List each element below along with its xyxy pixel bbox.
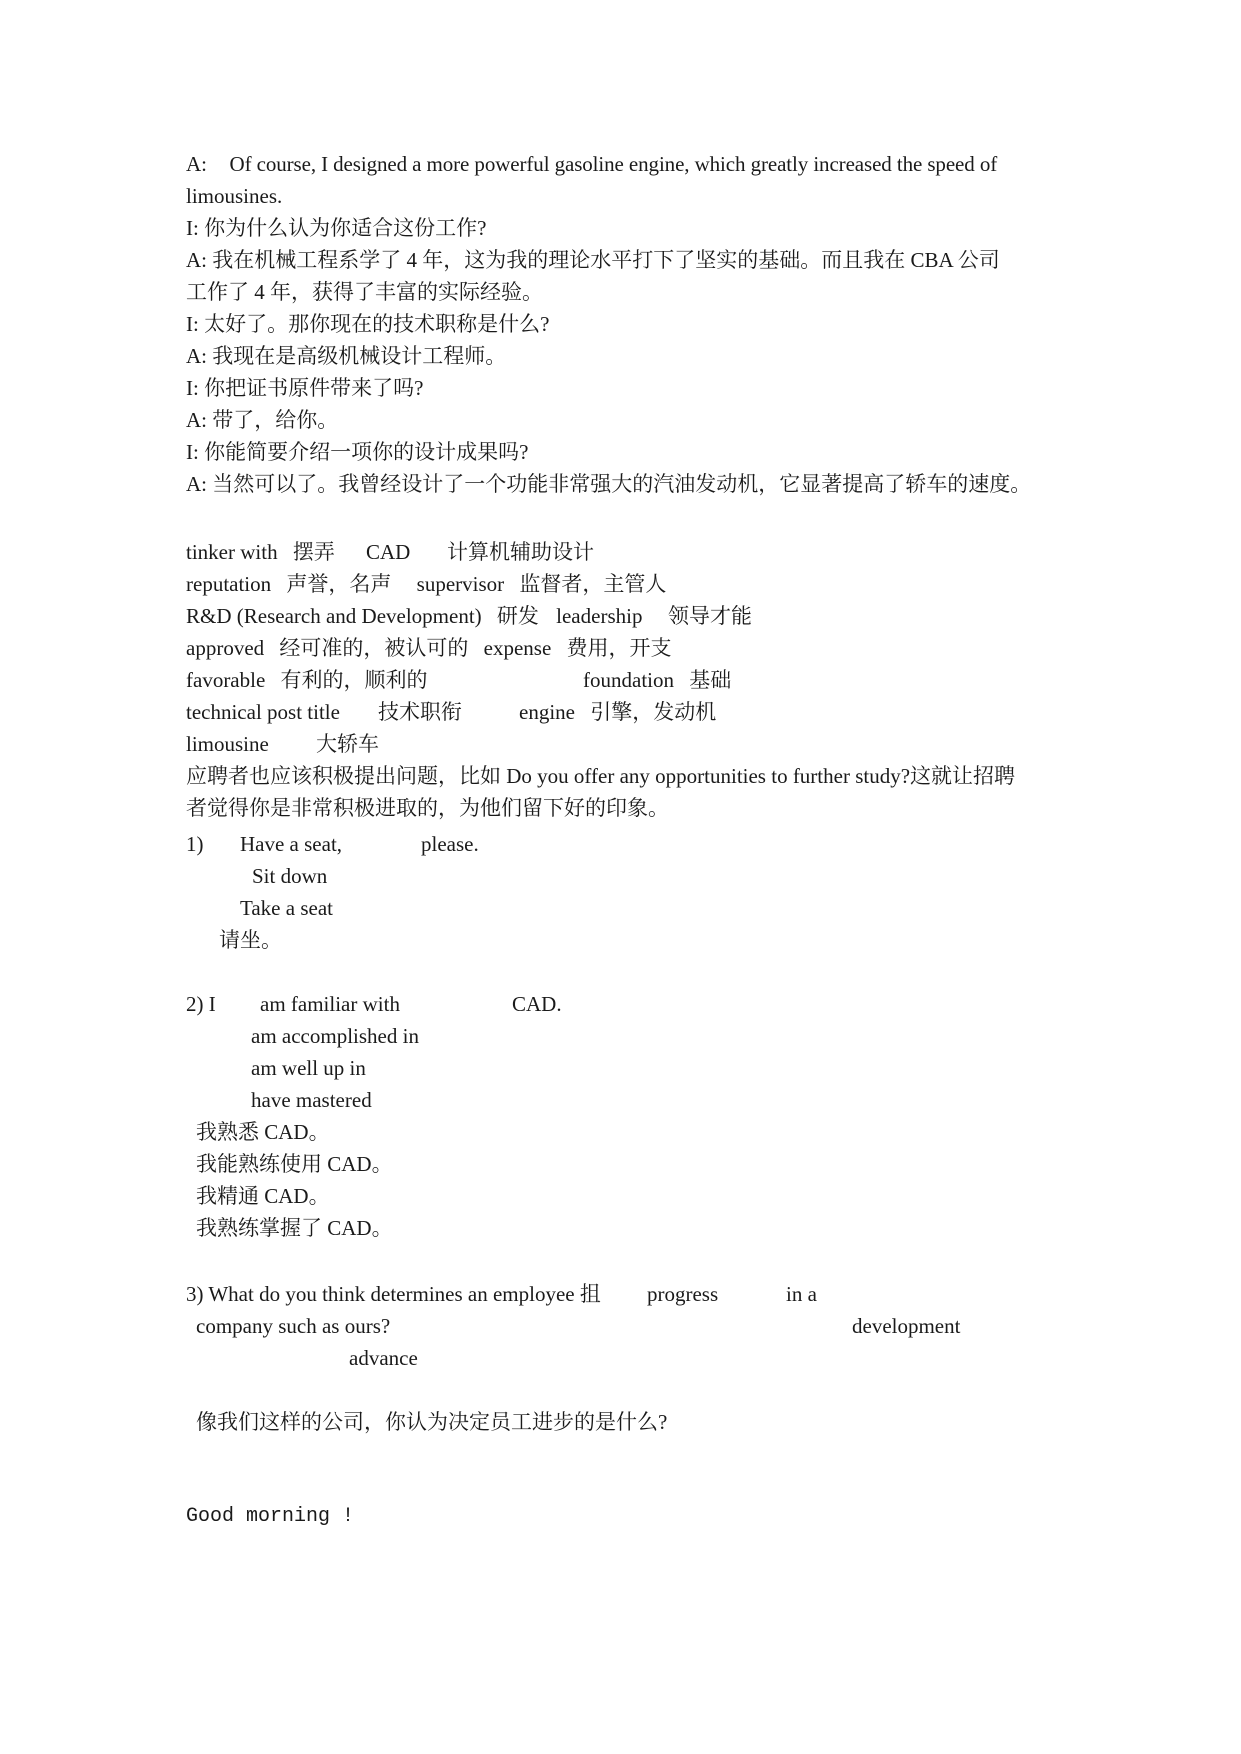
dialogue-text: 太好了。那你现在的技术职称是什么?: [204, 312, 550, 336]
exercise-translation: 请坐。: [219, 928, 282, 952]
dialogue-text: limousines.: [186, 184, 283, 208]
vocab-word: expense: [483, 636, 552, 660]
greeting-text: Good morning !: [186, 1505, 355, 1528]
vocab-row: [186, 698, 340, 726]
vocab-meaning: 大轿车: [316, 732, 379, 756]
vocab-word: favorable: [186, 668, 266, 692]
exercise-option: Sit down: [252, 864, 328, 888]
vocab-row: [519, 698, 716, 726]
exercise-translation: 我熟悉 CAD。: [196, 1120, 330, 1144]
dialogue-line-6: [186, 310, 549, 338]
tip-line-1: 应聘者也应该积极提出问题，比如 Do you offer any opportunities to further study?这就让招聘: [186, 764, 1016, 788]
exercise-tail: CAD.: [512, 992, 562, 1016]
vocab-word: limousine: [186, 732, 269, 756]
vocab-meaning: 技术职衔: [378, 700, 462, 724]
speaker-label: A:: [186, 152, 207, 176]
exercise-option: am accomplished in: [251, 1024, 419, 1048]
vocab-meaning: 研发: [496, 604, 539, 628]
exercise-option: am familiar with: [260, 992, 400, 1016]
exercise-translation: 像我们这样的公司，你认为决定员工进步的是什么?: [196, 1410, 668, 1434]
exercise-option: progress: [647, 1282, 719, 1306]
vocab-row: [186, 666, 428, 694]
vocab-word: engine: [519, 700, 575, 724]
exercise-translation: 我精通 CAD。: [196, 1184, 330, 1208]
vocab-word: tinker with: [186, 540, 278, 564]
vocab-row: [583, 666, 731, 694]
dialogue-line-3: [186, 214, 486, 242]
vocab-meaning: 有利的，顺利的: [280, 668, 428, 692]
exercise-option: advance: [349, 1346, 418, 1370]
exercise-option: am well up in: [251, 1056, 366, 1080]
speaker-label: I:: [186, 216, 199, 240]
speaker-label: A:: [186, 248, 207, 272]
exercise-option: Take a seat: [240, 896, 333, 920]
vocab-meaning: 摆弄: [292, 540, 335, 564]
exercise-lead: company such as ours?: [196, 1314, 391, 1338]
vocab-meaning: 领导才能: [668, 604, 752, 628]
exercise-option: have mastered: [251, 1088, 372, 1112]
vocab-meaning: 基础: [689, 668, 732, 692]
dialogue-line-4: [186, 246, 1000, 274]
dialogue-text: 带了，给你。: [212, 408, 339, 432]
dialogue-line-10: [186, 438, 528, 466]
exercise-tail: in a: [786, 1282, 817, 1306]
dialogue-line-7: [186, 342, 506, 370]
dialogue-text: 你能简要介绍一项你的设计成果吗?: [204, 440, 529, 464]
vocab-meaning: 监督者，主管人: [519, 572, 667, 596]
vocab-meaning: 经可准的，被认可的: [279, 636, 469, 660]
speaker-label: A:: [186, 472, 207, 496]
exercise-lead: 3) What do you think determines an employee 抯: [186, 1282, 601, 1306]
dialogue-text: 我在机械工程系学了 4 年，这为我的理论水平打下了坚实的基础。而且我在 CBA 公司: [212, 248, 1000, 272]
dialogue-text: 我现在是高级机械设计工程师。: [212, 344, 507, 368]
dialogue-text: 你为什么认为你适合这份工作?: [204, 216, 487, 240]
exercise-tail: please.: [421, 832, 479, 856]
exercise-number: 1): [186, 832, 204, 856]
speaker-label: I:: [186, 312, 199, 336]
speaker-label: A:: [186, 408, 207, 432]
dialogue-text: 你把证书原件带来了吗?: [204, 376, 424, 400]
dialogue-text: 工作了 4 年，获得了丰富的实际经验。: [186, 280, 543, 304]
speaker-label: I:: [186, 376, 199, 400]
dialogue-line-11: [186, 470, 1031, 498]
vocab-meaning: 声誉，名声: [286, 572, 392, 596]
exercise-translation: 我熟练掌握了 CAD。: [196, 1216, 393, 1240]
vocab-word: technical post title: [186, 700, 340, 724]
vocab-row: [186, 570, 666, 598]
exercise-number: 2) I: [186, 992, 216, 1016]
vocab-row: [186, 602, 642, 630]
dialogue-line-5: [186, 278, 543, 306]
vocab-word: leadership: [556, 604, 643, 628]
vocab-meaning: 费用，开支: [566, 636, 672, 660]
exercise-option: development: [852, 1314, 961, 1338]
vocab-meaning: 计算机辅助设计: [447, 540, 594, 564]
exercise-option: Have a seat,: [240, 832, 343, 856]
speaker-label: I:: [186, 440, 199, 464]
dialogue-text: Of course, I designed a more powerful gasoline engine, which greatly increased the speed of: [229, 152, 998, 176]
vocab-meaning: 引擎，发动机: [590, 700, 717, 724]
vocab-word: CAD: [366, 540, 411, 564]
dialogue-line-8: [186, 374, 423, 402]
vocab-word: R&D (Research and Development): [186, 604, 482, 628]
dialogue-line-9: [186, 406, 338, 434]
vocab-word: reputation: [186, 572, 272, 596]
vocab-word: approved: [186, 636, 265, 660]
vocab-row: [186, 634, 672, 662]
exercise-translation: 我能熟练使用 CAD。: [196, 1152, 393, 1176]
vocab-word: supervisor: [416, 572, 505, 596]
vocab-row: [186, 538, 335, 566]
speaker-label: A:: [186, 344, 207, 368]
dialogue-line-2: [186, 182, 282, 210]
vocab-word: foundation: [583, 668, 674, 692]
dialogue-text: 当然可以了。我曾经设计了一个功能非常强大的汽油发动机，它显著提高了轿车的速度。: [212, 472, 1032, 496]
dialogue-line-1: [186, 150, 997, 178]
tip-line-2: 者觉得你是非常积极进取的，为他们留下好的印象。: [186, 796, 669, 820]
